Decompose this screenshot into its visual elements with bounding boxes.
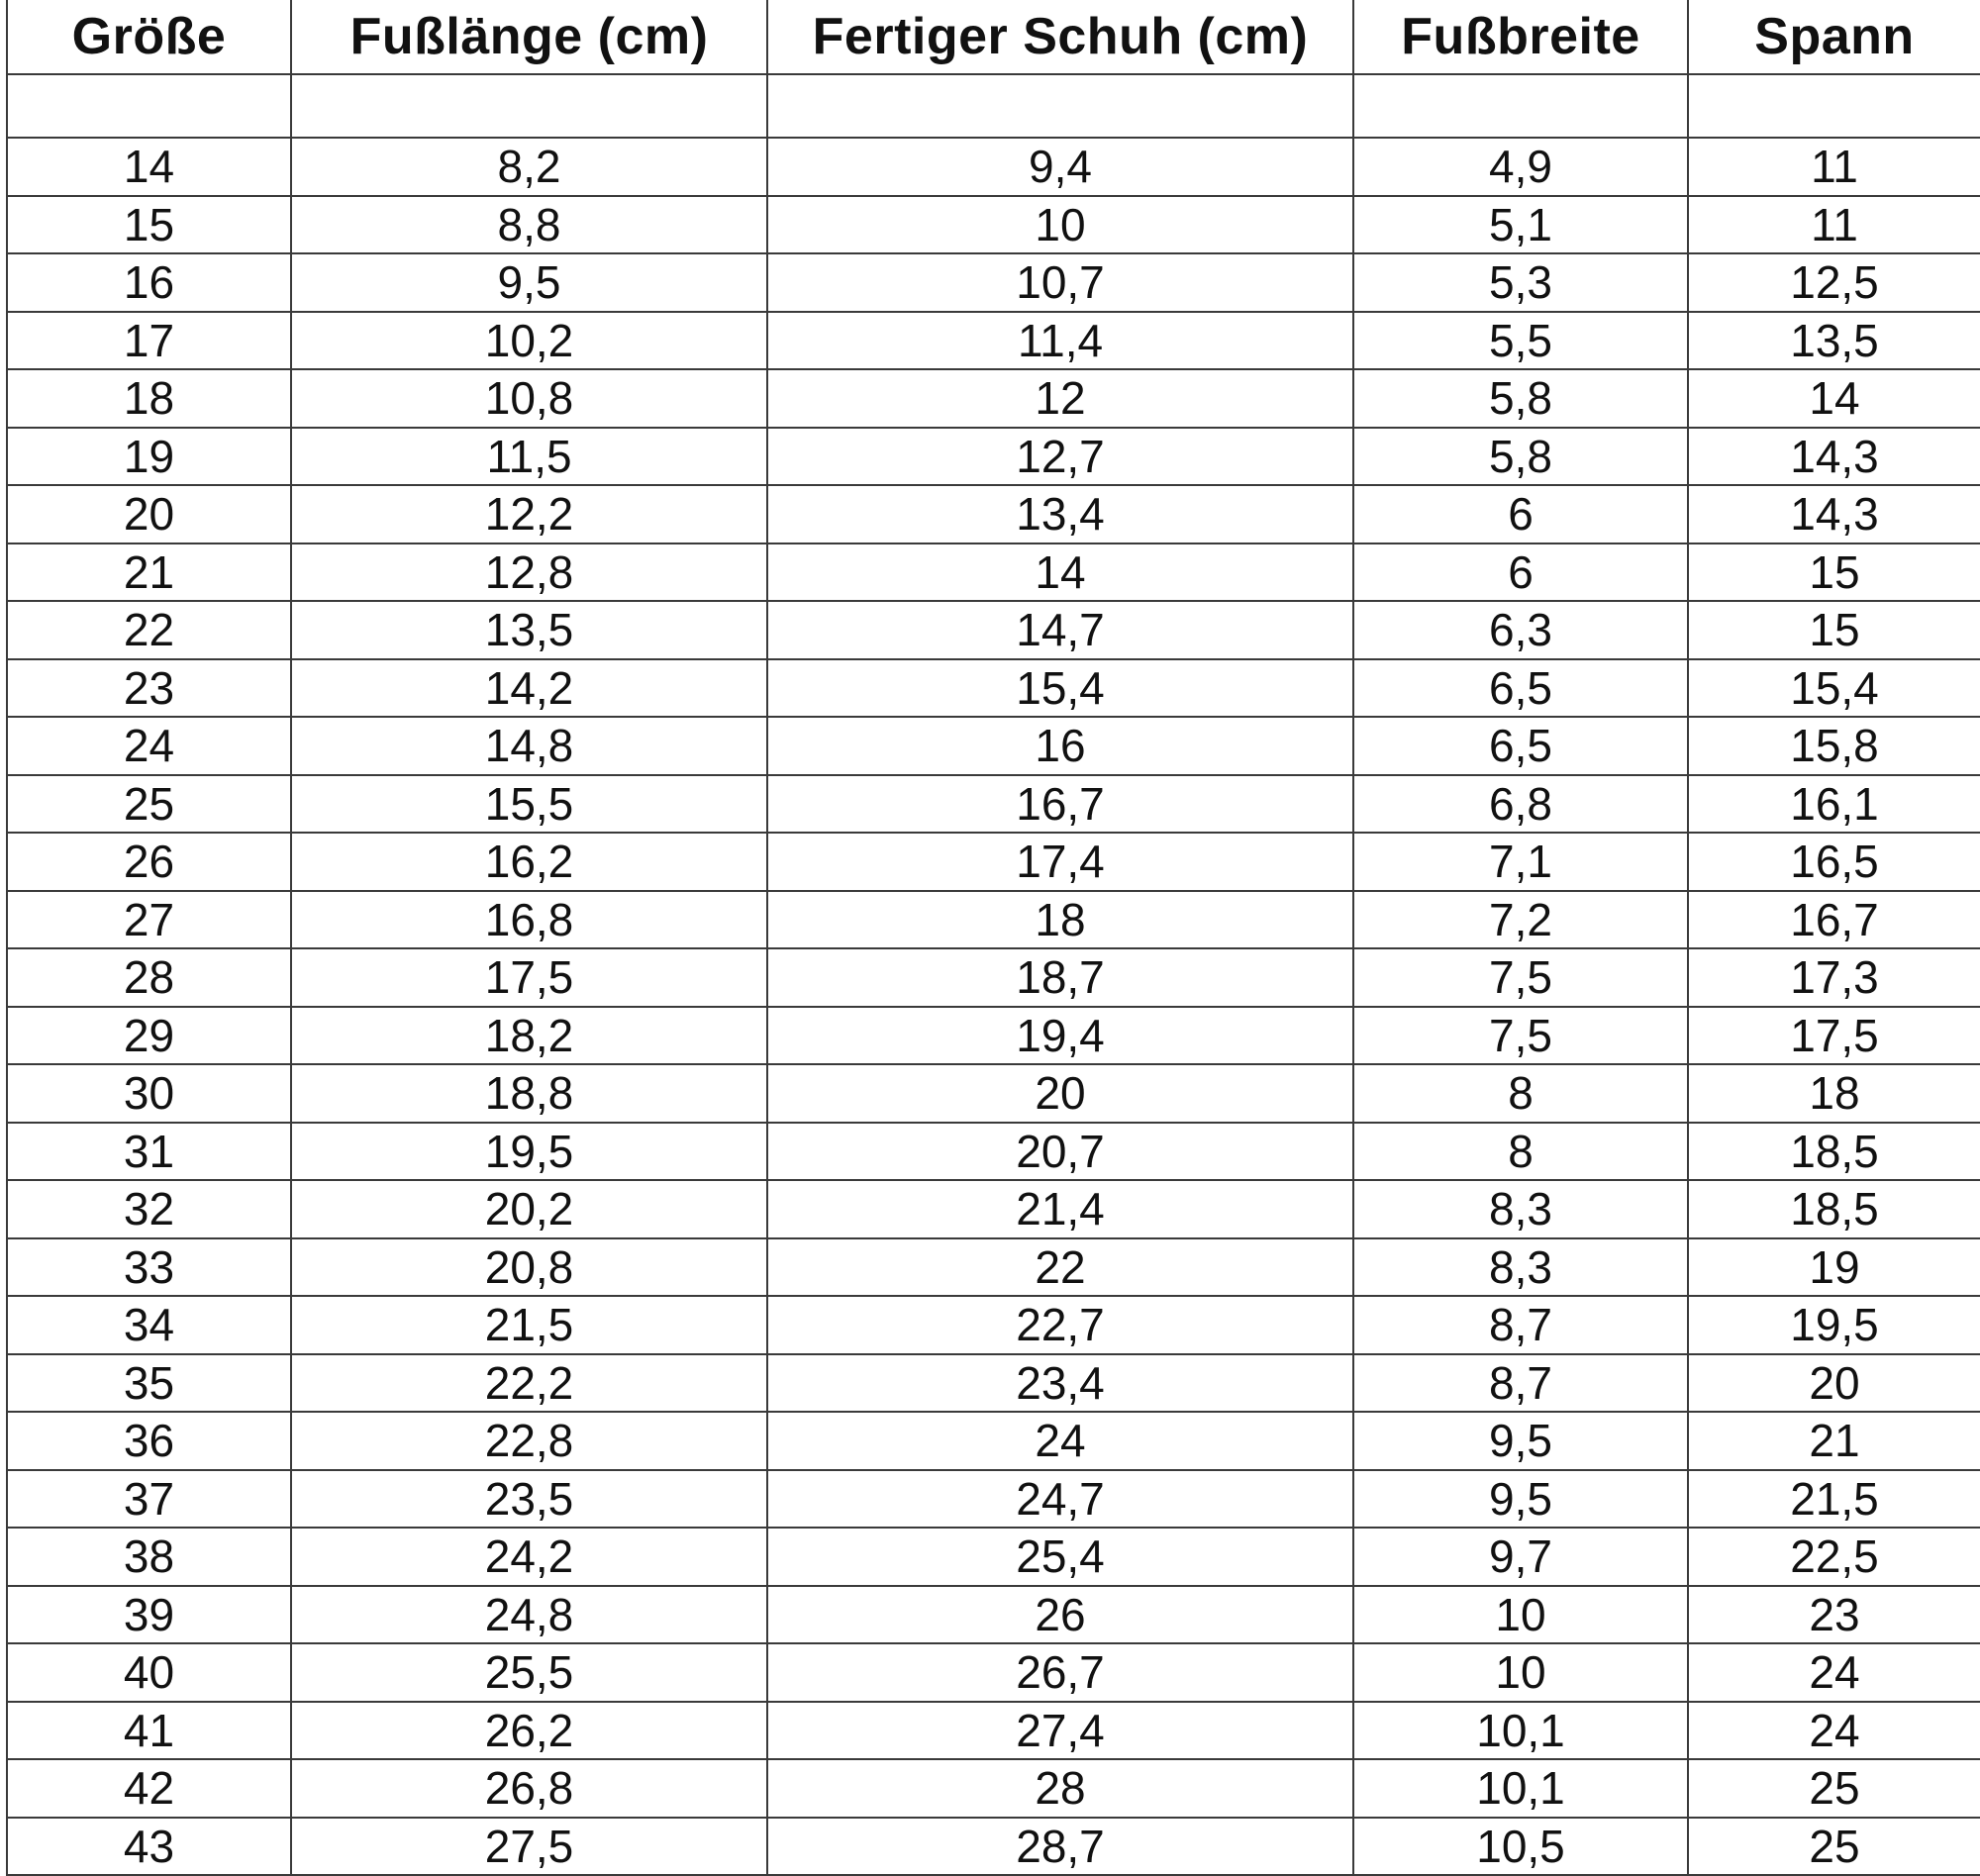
cell-fussbreite[interactable]: 9,7 [1353, 1528, 1688, 1586]
cell-fussbreite[interactable]: 6,5 [1353, 659, 1688, 718]
cell-spann[interactable]: 14 [1688, 369, 1980, 428]
cell-fusslaenge[interactable]: 16,8 [291, 891, 767, 949]
cell-fertiger-schuh[interactable]: 22 [767, 1238, 1353, 1297]
cell-fussbreite[interactable]: 5,3 [1353, 253, 1688, 312]
cell-fusslaenge[interactable]: 24,2 [291, 1528, 767, 1586]
header-fusslaenge[interactable]: Fußlänge (cm) [291, 0, 767, 74]
table-row [7, 1759, 1980, 1818]
cell-fertiger-schuh[interactable]: 27,4 [767, 1702, 1353, 1760]
cell-fertiger-schuh[interactable]: 16,7 [767, 775, 1353, 834]
cell-groesse[interactable]: 39 [7, 1586, 291, 1644]
cell-groesse[interactable]: 36 [7, 1412, 291, 1470]
cell-spann[interactable]: 22,5 [1688, 1528, 1980, 1586]
cell-fusslaenge[interactable]: 15,5 [291, 775, 767, 834]
cell-spann[interactable]: 17,3 [1688, 948, 1980, 1007]
cell-fertiger-schuh[interactable]: 12,7 [767, 428, 1353, 486]
cell-spann[interactable]: 20 [1688, 1354, 1980, 1413]
cell-groesse[interactable]: 21 [7, 543, 291, 602]
cell-spann[interactable]: 16,7 [1688, 891, 1980, 949]
cell-groesse[interactable]: 25 [7, 775, 291, 834]
cell-fusslaenge[interactable]: 13,5 [291, 601, 767, 659]
header-groesse[interactable]: Größe [7, 0, 291, 74]
cell-fertiger-schuh[interactable]: 17,4 [767, 833, 1353, 891]
cell-fussbreite[interactable]: 10 [1353, 1643, 1688, 1702]
cell-groesse[interactable]: 30 [7, 1064, 291, 1123]
table-cell[interactable] [1353, 74, 1688, 138]
table-row [7, 833, 1980, 891]
cell-fertiger-schuh[interactable]: 18,7 [767, 948, 1353, 1007]
cell-fertiger-schuh[interactable]: 20,7 [767, 1123, 1353, 1181]
cell-fussbreite[interactable]: 9,5 [1353, 1412, 1688, 1470]
cell-fertiger-schuh[interactable]: 23,4 [767, 1354, 1353, 1413]
cell-fusslaenge[interactable]: 24,8 [291, 1586, 767, 1644]
cell-fussbreite[interactable]: 6,3 [1353, 601, 1688, 659]
cell-fusslaenge[interactable]: 11,5 [291, 428, 767, 486]
cell-fussbreite[interactable]: 4,9 [1353, 138, 1688, 196]
cell-fertiger-schuh[interactable]: 10,7 [767, 253, 1353, 312]
cell-fertiger-schuh[interactable]: 9,4 [767, 138, 1353, 196]
cell-fertiger-schuh[interactable]: 24 [767, 1412, 1353, 1470]
cell-groesse[interactable]: 40 [7, 1643, 291, 1702]
table-cell[interactable] [7, 74, 291, 138]
cell-fusslaenge[interactable]: 18,8 [291, 1064, 767, 1123]
cell-fussbreite[interactable]: 10,5 [1353, 1818, 1688, 1876]
cell-fusslaenge[interactable]: 9,5 [291, 253, 767, 312]
table-row [7, 485, 1980, 543]
cell-fertiger-schuh[interactable]: 19,4 [767, 1007, 1353, 1065]
cell-fusslaenge[interactable]: 8,8 [291, 196, 767, 254]
table-row [7, 1064, 1980, 1123]
cell-fusslaenge[interactable]: 14,2 [291, 659, 767, 718]
cell-groesse[interactable]: 28 [7, 948, 291, 1007]
cell-fussbreite[interactable]: 7,1 [1353, 833, 1688, 891]
cell-groesse[interactable]: 16 [7, 253, 291, 312]
cell-fusslaenge[interactable]: 17,5 [291, 948, 767, 1007]
blank-row [7, 74, 1980, 138]
cell-spann[interactable]: 15,4 [1688, 659, 1980, 718]
cell-spann[interactable]: 15 [1688, 601, 1980, 659]
table-row [7, 369, 1980, 428]
cell-spann[interactable]: 15,8 [1688, 717, 1980, 775]
cell-spann[interactable]: 19 [1688, 1238, 1980, 1297]
cell-fertiger-schuh[interactable]: 22,7 [767, 1296, 1353, 1354]
cell-fertiger-schuh[interactable]: 26,7 [767, 1643, 1353, 1702]
cell-fusslaenge[interactable]: 27,5 [291, 1818, 767, 1876]
cell-fertiger-schuh[interactable]: 24,7 [767, 1470, 1353, 1529]
cell-spann[interactable]: 11 [1688, 138, 1980, 196]
cell-groesse[interactable]: 32 [7, 1180, 291, 1238]
header-row [7, 0, 1980, 74]
cell-fertiger-schuh[interactable]: 13,4 [767, 485, 1353, 543]
cell-spann[interactable]: 14,3 [1688, 485, 1980, 543]
cell-fussbreite[interactable]: 5,5 [1353, 312, 1688, 370]
cell-fertiger-schuh[interactable]: 12 [767, 369, 1353, 428]
cell-groesse[interactable]: 31 [7, 1123, 291, 1181]
table-row [7, 312, 1980, 370]
table-row [7, 1528, 1980, 1586]
cell-groesse[interactable]: 33 [7, 1238, 291, 1297]
cell-fussbreite[interactable]: 6 [1353, 543, 1688, 602]
cell-groesse[interactable]: 23 [7, 659, 291, 718]
table-row [7, 1354, 1980, 1413]
cell-fertiger-schuh[interactable]: 18 [767, 891, 1353, 949]
header-fertiger-schuh[interactable]: Fertiger Schuh (cm) [767, 0, 1353, 74]
cell-fussbreite[interactable]: 7,5 [1353, 1007, 1688, 1065]
cell-spann[interactable]: 21,5 [1688, 1470, 1980, 1529]
table-row [7, 1586, 1980, 1644]
cell-groesse[interactable]: 22 [7, 601, 291, 659]
table-row [7, 1702, 1980, 1760]
cell-fussbreite[interactable]: 10,1 [1353, 1759, 1688, 1818]
cell-spann[interactable]: 17,5 [1688, 1007, 1980, 1065]
cell-fusslaenge[interactable]: 12,8 [291, 543, 767, 602]
cell-groesse[interactable]: 26 [7, 833, 291, 891]
cell-fusslaenge[interactable]: 25,5 [291, 1643, 767, 1702]
cell-groesse[interactable]: 14 [7, 138, 291, 196]
table-row [7, 601, 1980, 659]
cell-fussbreite[interactable]: 6 [1353, 485, 1688, 543]
table-row [7, 659, 1980, 718]
cell-fussbreite[interactable]: 6,5 [1353, 717, 1688, 775]
cell-fusslaenge[interactable]: 20,2 [291, 1180, 767, 1238]
table-row [7, 543, 1980, 602]
cell-spann[interactable]: 21 [1688, 1412, 1980, 1470]
table-row [7, 1643, 1980, 1702]
cell-groesse[interactable]: 20 [7, 485, 291, 543]
cell-fussbreite[interactable]: 8,7 [1353, 1296, 1688, 1354]
table-body [7, 74, 1980, 1875]
table-row [7, 138, 1980, 196]
cell-fertiger-schuh[interactable]: 14 [767, 543, 1353, 602]
table-row [7, 253, 1980, 312]
table-row [7, 717, 1980, 775]
cell-groesse[interactable]: 34 [7, 1296, 291, 1354]
table-row [7, 775, 1980, 834]
cell-fertiger-schuh[interactable]: 28,7 [767, 1818, 1353, 1876]
cell-groesse[interactable]: 29 [7, 1007, 291, 1065]
header-fussbreite[interactable]: Fußbreite [1353, 0, 1688, 74]
cell-groesse[interactable]: 38 [7, 1528, 291, 1586]
cell-fusslaenge[interactable]: 21,5 [291, 1296, 767, 1354]
cell-groesse[interactable]: 24 [7, 717, 291, 775]
cell-fussbreite[interactable]: 5,1 [1353, 196, 1688, 254]
table-cell[interactable] [767, 74, 1353, 138]
cell-fussbreite[interactable]: 8,3 [1353, 1238, 1688, 1297]
table-row [7, 1180, 1980, 1238]
cell-groesse[interactable]: 43 [7, 1818, 291, 1876]
cell-fertiger-schuh[interactable]: 16 [767, 717, 1353, 775]
table-row [7, 196, 1980, 254]
cell-groesse[interactable]: 37 [7, 1470, 291, 1529]
cell-fussbreite[interactable]: 8 [1353, 1064, 1688, 1123]
cell-fertiger-schuh[interactable]: 14,7 [767, 601, 1353, 659]
cell-fussbreite[interactable]: 5,8 [1353, 428, 1688, 486]
cell-fussbreite[interactable]: 7,5 [1353, 948, 1688, 1007]
cell-fussbreite[interactable]: 8,7 [1353, 1354, 1688, 1413]
cell-fertiger-schuh[interactable]: 25,4 [767, 1528, 1353, 1586]
cell-fusslaenge[interactable]: 20,8 [291, 1238, 767, 1297]
table-row [7, 1123, 1980, 1181]
cell-spann[interactable]: 12,5 [1688, 253, 1980, 312]
cell-fertiger-schuh[interactable]: 21,4 [767, 1180, 1353, 1238]
header-spann[interactable]: Spann [1688, 0, 1980, 74]
cell-groesse[interactable]: 18 [7, 369, 291, 428]
cell-groesse[interactable]: 35 [7, 1354, 291, 1413]
table-cell[interactable] [291, 74, 767, 138]
table-header [7, 0, 1980, 74]
table-row [7, 1470, 1980, 1529]
cell-fertiger-schuh[interactable]: 10 [767, 196, 1353, 254]
cell-fertiger-schuh[interactable]: 28 [767, 1759, 1353, 1818]
cell-fertiger-schuh[interactable]: 15,4 [767, 659, 1353, 718]
cell-spann[interactable]: 18,5 [1688, 1180, 1980, 1238]
cell-groesse[interactable]: 27 [7, 891, 291, 949]
cell-spann[interactable]: 19,5 [1688, 1296, 1980, 1354]
cell-fusslaenge[interactable]: 12,2 [291, 485, 767, 543]
table-row [7, 891, 1980, 949]
cell-groesse[interactable]: 15 [7, 196, 291, 254]
cell-fusslaenge[interactable]: 10,8 [291, 369, 767, 428]
table-row [7, 1296, 1980, 1354]
table-row [7, 1238, 1980, 1297]
cell-spann[interactable]: 16,5 [1688, 833, 1980, 891]
cell-fertiger-schuh[interactable]: 11,4 [767, 312, 1353, 370]
cell-spann[interactable]: 18 [1688, 1064, 1980, 1123]
cell-fertiger-schuh[interactable]: 20 [767, 1064, 1353, 1123]
cell-fusslaenge[interactable]: 19,5 [291, 1123, 767, 1181]
cell-fussbreite[interactable]: 8 [1353, 1123, 1688, 1181]
cell-fusslaenge[interactable]: 10,2 [291, 312, 767, 370]
cell-fertiger-schuh[interactable]: 26 [767, 1586, 1353, 1644]
cell-fussbreite[interactable]: 7,2 [1353, 891, 1688, 949]
cell-fusslaenge[interactable]: 14,8 [291, 717, 767, 775]
cell-spann[interactable]: 24 [1688, 1643, 1980, 1702]
cell-groesse[interactable]: 17 [7, 312, 291, 370]
cell-groesse[interactable]: 41 [7, 1702, 291, 1760]
cell-spann[interactable]: 11 [1688, 196, 1980, 254]
table-cell[interactable] [1688, 74, 1980, 138]
cell-fussbreite[interactable]: 5,8 [1353, 369, 1688, 428]
cell-fusslaenge[interactable]: 18,2 [291, 1007, 767, 1065]
cell-groesse[interactable]: 19 [7, 428, 291, 486]
cell-fusslaenge[interactable]: 8,2 [291, 138, 767, 196]
table-row [7, 1818, 1980, 1876]
cell-fusslaenge[interactable]: 22,8 [291, 1412, 767, 1470]
cell-spann[interactable]: 14,3 [1688, 428, 1980, 486]
cell-spann[interactable]: 13,5 [1688, 312, 1980, 370]
cell-spann[interactable]: 25 [1688, 1759, 1980, 1818]
cell-spann[interactable]: 24 [1688, 1702, 1980, 1760]
cell-fussbreite[interactable]: 6,8 [1353, 775, 1688, 834]
cell-spann[interactable]: 18,5 [1688, 1123, 1980, 1181]
cell-fusslaenge[interactable]: 16,2 [291, 833, 767, 891]
cell-groesse[interactable]: 42 [7, 1759, 291, 1818]
cell-fussbreite[interactable]: 10 [1353, 1586, 1688, 1644]
cell-spann[interactable]: 16,1 [1688, 775, 1980, 834]
cell-fusslaenge[interactable]: 23,5 [291, 1470, 767, 1529]
table-row [7, 948, 1980, 1007]
cell-fussbreite[interactable]: 10,1 [1353, 1702, 1688, 1760]
table-row [7, 1412, 1980, 1470]
cell-fusslaenge[interactable]: 26,8 [291, 1759, 767, 1818]
table-row [7, 428, 1980, 486]
cell-spann[interactable]: 25 [1688, 1818, 1980, 1876]
cell-spann[interactable]: 15 [1688, 543, 1980, 602]
size-chart-table [6, 0, 1980, 1876]
cell-spann[interactable]: 23 [1688, 1586, 1980, 1644]
cell-fusslaenge[interactable]: 22,2 [291, 1354, 767, 1413]
cell-fussbreite[interactable]: 8,3 [1353, 1180, 1688, 1238]
table-row [7, 1007, 1980, 1065]
cell-fussbreite[interactable]: 9,5 [1353, 1470, 1688, 1529]
cell-fusslaenge[interactable]: 26,2 [291, 1702, 767, 1760]
